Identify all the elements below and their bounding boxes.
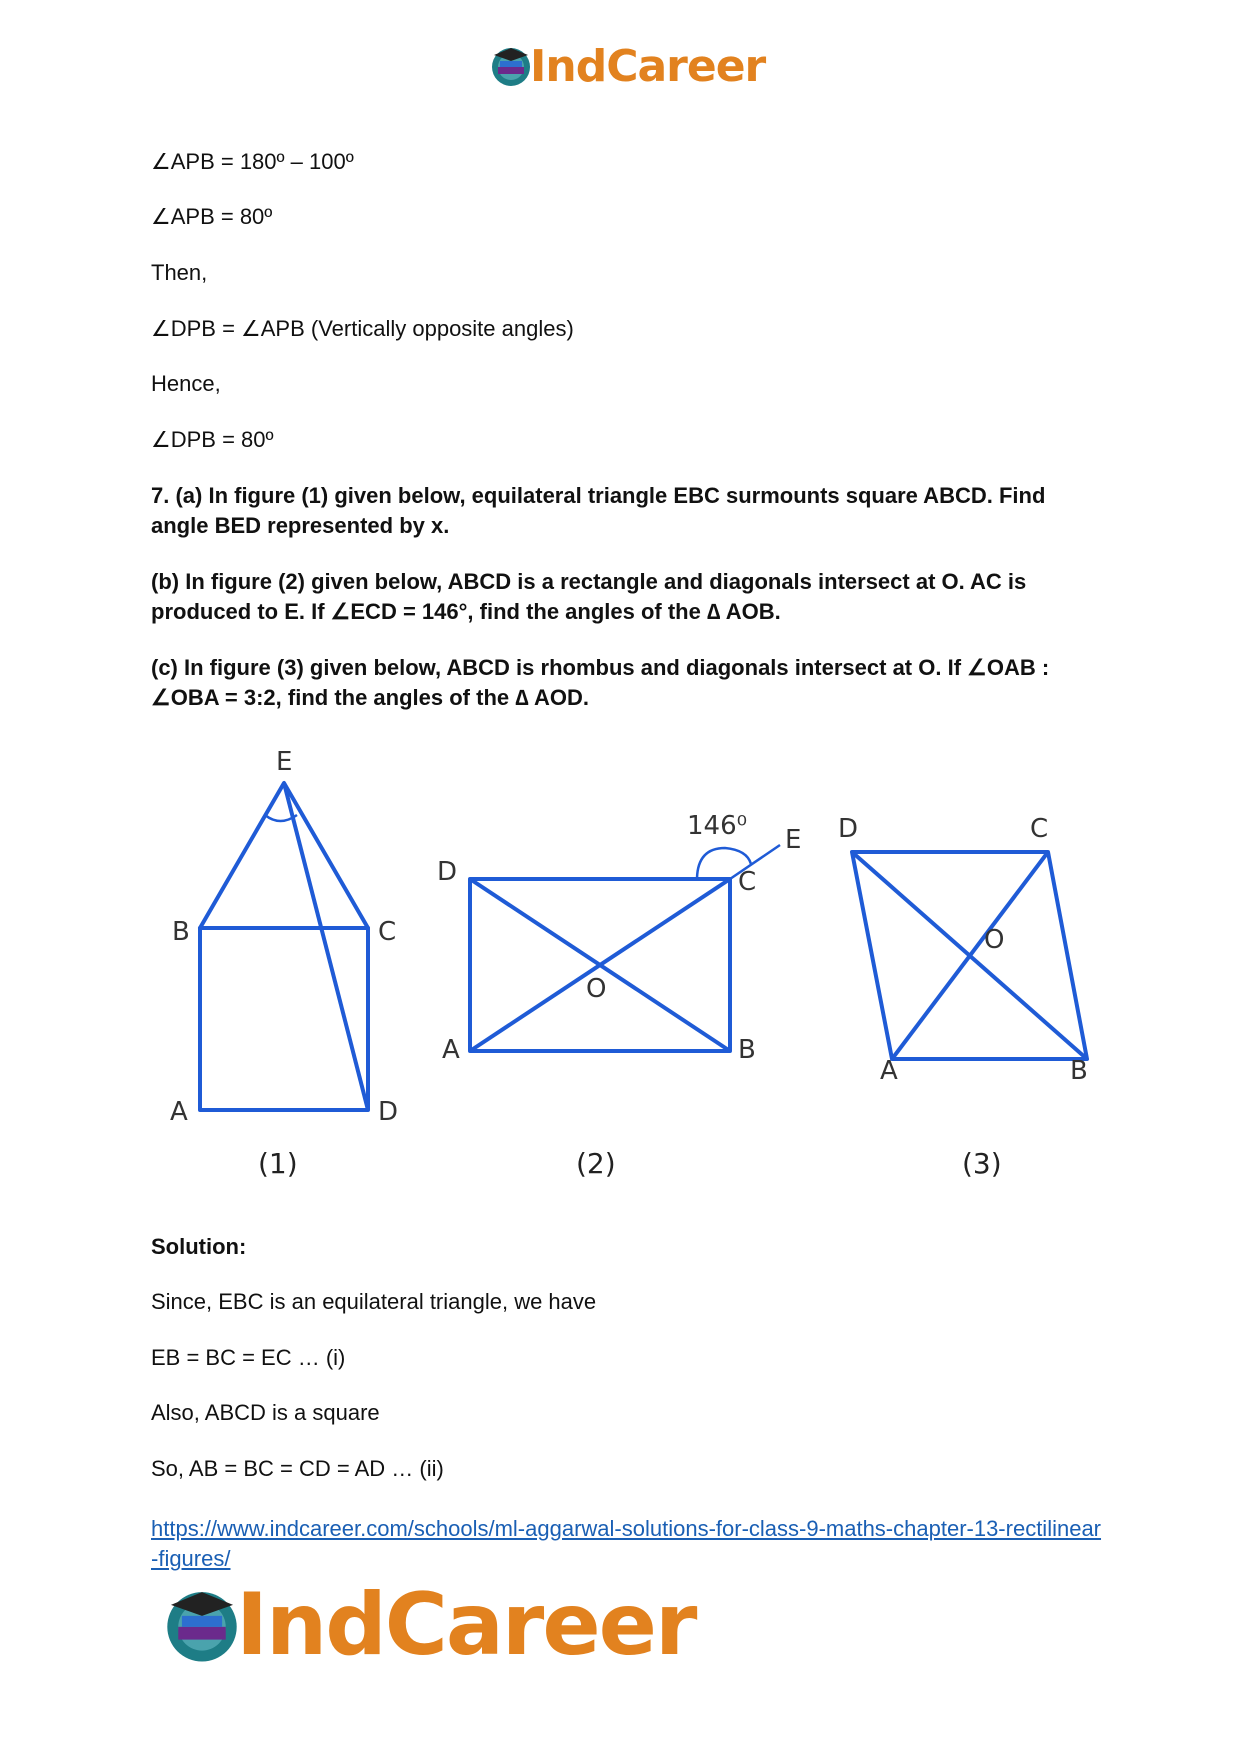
figure-3-drawing (852, 852, 1087, 1059)
fig1-label-E: E (276, 747, 293, 777)
fig2-angle-label: 146⁰ (687, 811, 748, 841)
fig1-label-C: C (378, 917, 397, 947)
question-part-b: (b) In figure (2) given below, ABCD is a rectangle and diagonals intersect at O. AC is produced to E. If ∠ECD = 146°, find the angles of the ∆ AOB. (151, 569, 1027, 624)
geometry-figures (150, 735, 1110, 1190)
text-line: Hence, (151, 371, 221, 396)
solution-line: Since, EBC is an equilateral triangle, we have (151, 1289, 597, 1314)
figure-1-drawing (200, 783, 368, 1110)
footer-logo (160, 1575, 696, 1675)
fig2-label-O: O (586, 974, 607, 1004)
fig3-label-C: C (1030, 814, 1049, 844)
text-line: ∠DPB = 80º (151, 427, 274, 452)
fig2-label-E: E (785, 825, 802, 855)
logo-wordmark: IndCareer (236, 1575, 696, 1675)
logo-emblem-icon (160, 1583, 244, 1667)
logo-emblem-icon (488, 43, 534, 89)
solution-line: Also, ABCD is a square (151, 1400, 380, 1425)
figure-2-caption: (2) (576, 1147, 616, 1180)
fig1-label-B: B (172, 917, 190, 947)
fig2-label-A: A (442, 1035, 460, 1065)
figure-2-drawing (470, 845, 780, 1051)
fig3-label-A: A (880, 1056, 898, 1086)
fig3-label-B: B (1070, 1056, 1088, 1086)
fig1-label-A: A (170, 1097, 188, 1127)
source-link[interactable]: https://www.indcareer.com/schools/ml-aggarwal-solutions-for-class-9-maths-chapter-13-rectilinear-figures/ (151, 1516, 1102, 1571)
solution-line: EB = BC = EC … (i) (151, 1345, 346, 1370)
solution-line: So, AB = BC = CD = AD … (ii) (151, 1456, 444, 1481)
figure-3-caption: (3) (962, 1147, 1002, 1180)
fig2-label-B: B (738, 1035, 756, 1065)
fig3-label-O: O (984, 925, 1005, 955)
solution-heading: Solution: (151, 1234, 247, 1259)
text-line: ∠APB = 180º – 100º (151, 149, 354, 174)
text-line: ∠APB = 80º (151, 204, 273, 229)
text-line: Then, (151, 260, 208, 285)
fig2-label-C: C (738, 867, 757, 897)
fig3-label-D: D (838, 814, 859, 844)
question-part-a: 7. (a) In figure (1) given below, equilateral triangle EBC surmounts square ABCD. Find angle BED represented by x. (151, 483, 1046, 538)
figure-1-caption: (1) (258, 1147, 298, 1180)
logo-wordmark: IndCareer (530, 40, 766, 92)
header-logo (488, 42, 765, 90)
fig2-label-D: D (437, 857, 458, 887)
text-line: ∠DPB = ∠APB (Vertically opposite angles) (151, 316, 574, 341)
fig1-label-D: D (378, 1097, 399, 1127)
question-part-c: (c) In figure (3) given below, ABCD is rhombus and diagonals intersect at O. If ∠OAB : ∠OBA = 3:2, find the angles of the ∆ AOD. (151, 655, 1050, 710)
